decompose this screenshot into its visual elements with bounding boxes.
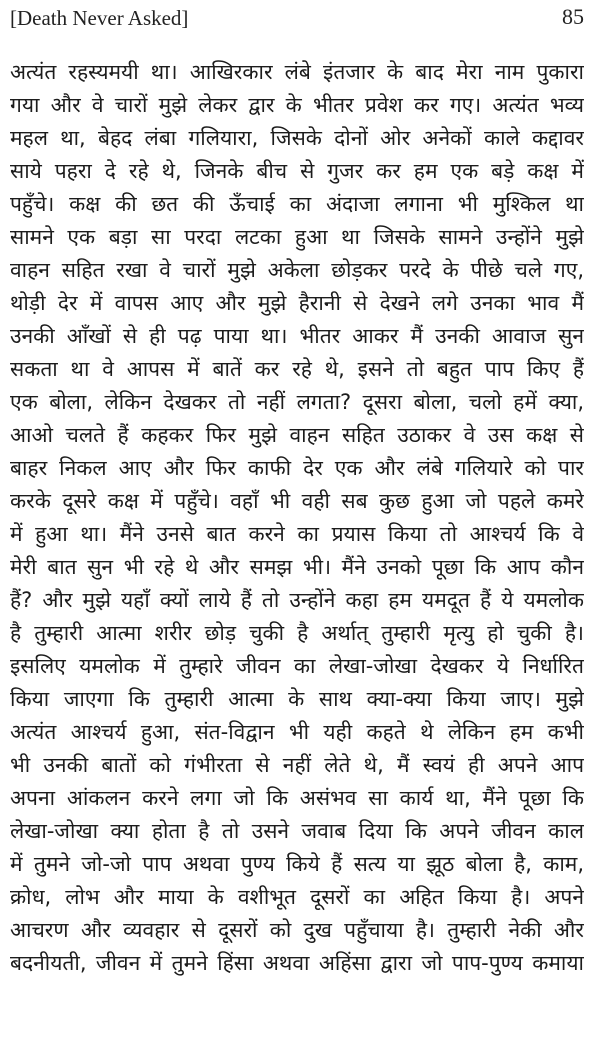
page-number: 85 [562, 4, 584, 29]
text-line: इसलिए यमलोक में तुम्हारे जीवन का लेखा-जोखा देखकर ये निर्धारित [10, 654, 584, 678]
body-text [10, 56, 584, 980]
text-line: महल था, बेहद लंबा गलियारा, जिसके दोनों ओर अनेकों काले कद्दावर [10, 126, 584, 150]
page-header [10, 0, 584, 46]
text-line: हैं? और मुझे यहाँ क्यों लाये हैं तो उन्होंने कहा हम यमदूत हैं ये यमलोक [10, 588, 584, 612]
text-line: करके दूसरे कक्ष में पहुँचे। वहाँ भी वही सब कुछ हुआ जो पहले कमरे [10, 489, 584, 513]
text-line: क्रोध, लोभ और माया के वशीभूत दूसरों का अहित किया है। अपने [10, 885, 584, 909]
text-line: में तुमने जो-जो पाप अथवा पुण्य किये हैं सत्य या झूठ बोला है, काम, [10, 852, 584, 876]
text-line: है तुम्हारी आत्मा शरीर छोड़ चुकी है अर्थात् तुम्हारी मृत्यु हो चुकी है। [10, 621, 584, 645]
text-line: बदनीयती, जीवन में तुमने हिंसा अथवा अहिंसा द्वारा जो पाप-पुण्य कमाया [10, 951, 584, 975]
text-line: एक बोला, लेकिन देखकर तो नहीं लगता? दूसरा बोला, चलो हमें क्या, [10, 390, 584, 414]
text-line: वाहन सहित रखा वे चारों मुझे अकेला छोड़कर परदे के पीछे चले गए, [10, 258, 584, 282]
text-line: किया जाएगा कि तुम्हारी आत्मा के साथ क्या-क्या किया जाए। मुझे [10, 687, 584, 711]
text-line: उनकी आँखों से ही पढ़ पाया था। भीतर आकर मैं उनकी आवाज सुन [10, 324, 584, 348]
text-line: अत्यंत रहस्यमयी था। आखिरकार लंबे इंतजार के बाद मेरा नाम पुकारा [10, 60, 584, 84]
text-line: बाहर निकल आए और फिर काफी देर एक और लंबे गलियारे को पार [10, 456, 584, 480]
text-line: मेरी बात सुन भी रहे थे और समझ भी। मैंने उनको पूछा कि आप कौन [10, 555, 584, 579]
running-title: [Death Never Asked] [10, 6, 189, 30]
text-line: अपना आंकलन करने लगा जो कि असंभव सा कार्य था, मैंने पूछा कि [10, 786, 584, 810]
text-line: आओ चलते हैं कहकर फिर मुझे वाहन सहित उठाकर वे उस कक्ष से [10, 423, 584, 447]
text-line: पहुँचे। कक्ष की छत की ऊँचाई का अंदाजा लगाना भी मुश्किल था [10, 192, 584, 216]
text-line: लेखा-जोखा क्या होता है तो उसने जवाब दिया कि अपने जीवन काल [10, 819, 584, 843]
text-line: भी उनकी बातों को गंभीरता से नहीं लेते थे, मैं स्वयं ही अपने आप [10, 753, 584, 777]
text-line: गया और वे चारों मुझे लेकर द्वार के भीतर प्रवेश कर गए। अत्यंत भव्य [10, 93, 584, 117]
text-line: में हुआ था। मैंने उनसे बात करने का प्रयास किया तो आश्चर्य कि वे [10, 522, 584, 546]
text-line: सकता था वे आपस में बातें कर रहे थे, इसने तो बहुत पाप किए हैं [10, 357, 584, 381]
text-line: अत्यंत आश्चर्य हुआ, संत-विद्वान भी यही कहते थे लेकिन हम कभी [10, 720, 584, 744]
text-line: थोड़ी देर में वापस आए और मुझे हैरानी से देखने लगे उनका भाव मैं [10, 291, 584, 315]
text-line: आचरण और व्यवहार से दूसरों को दुख पहुँचाया है। तुम्हारी नेकी और [10, 918, 584, 942]
text-line: सामने एक बड़ा सा परदा लटका हुआ था जिसके सामने उन्होंने मुझे [10, 225, 584, 249]
text-line: साये पहरा दे रहे थे, जिनके बीच से गुजर कर हम एक बड़े कक्ष में [10, 159, 584, 183]
